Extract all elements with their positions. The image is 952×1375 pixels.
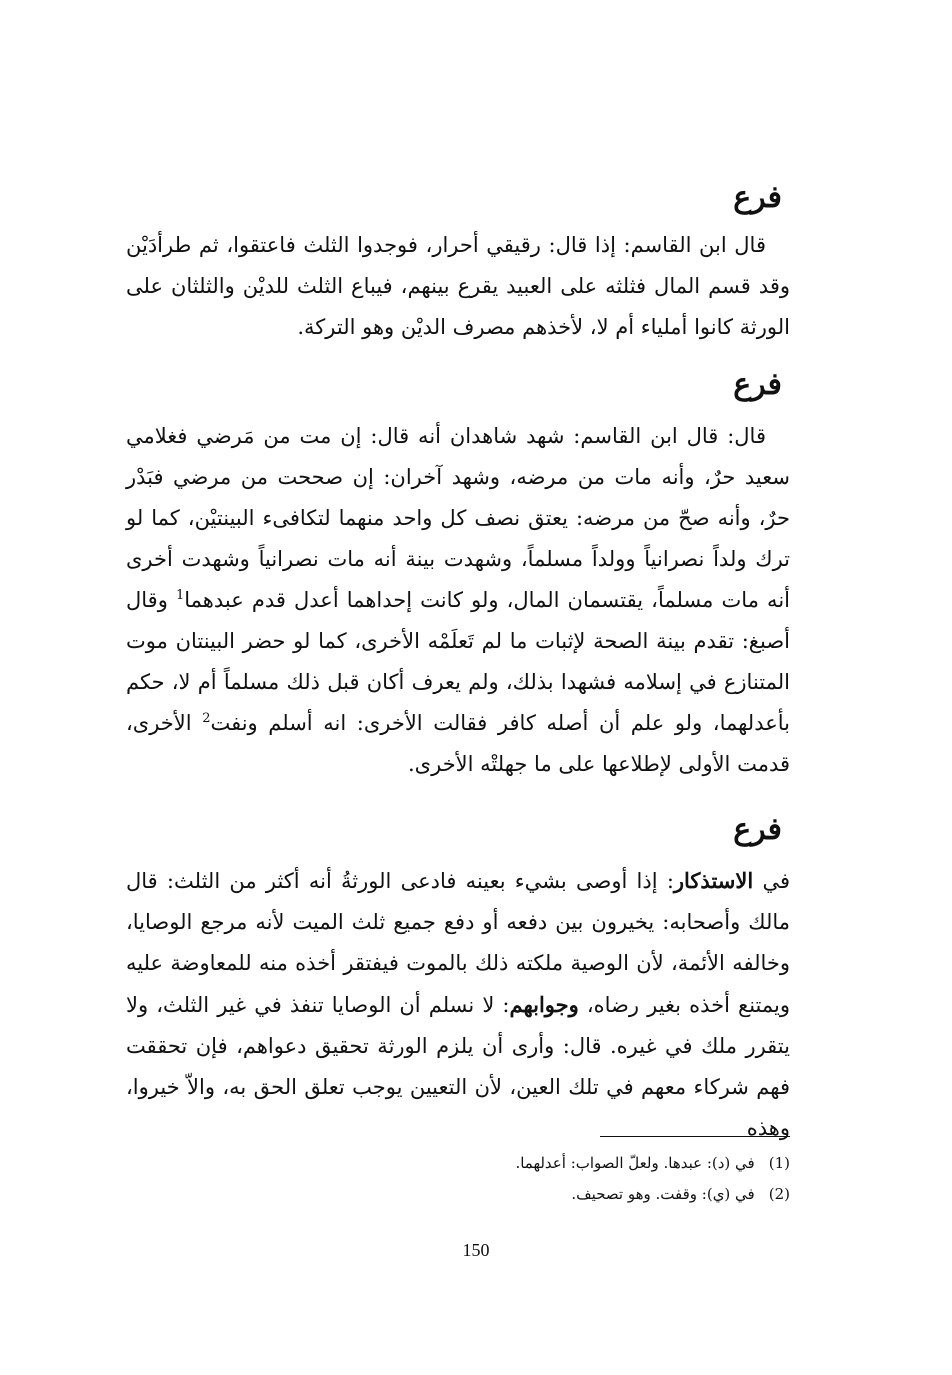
section-2-text-a: قال: قال ابن القاسم: شهد شاهدان أنه قال: إن مت من مَرضي فغلامي سعيد حرٌ، وأنه مات من مرضه، وشهد آخران: إن صححت من مرضي فبَدْر حرٌ، وأنه صحّ من مرضه: يعتق نصف كل واحد منهما لتكافىء البينتيْن، كما لو ترك ولداً نصرانياً وولداً مسلماً، وشهدت بينة أنه مات نصرانياً وشهدت أخرى أنه مات مسلماً، يقتسمان المال، ولو كانت إحداهما أعدل قدم عبدهما [126, 424, 790, 612]
footnote-2 [571, 1184, 790, 1204]
section-2-text-c: الأخرى، قدمت الأولى لإطلاعها على ما جهلتْه الأخرى. [126, 711, 790, 776]
section-3-text-a: : إذا أوصى بشيء بعينه فادعى الورثةُ أنه أكثر من الثلث: قال مالك وأصحابه: يخيرون بين دفعه أو دفع جميع ثلث الميت لأنه مرجع الوصايا، وخالفه الأئمة، لأن الوصية ملكته ذلك بالموت فيفتقر أخذه منه للمعاوضة عليه ويمتنع أخذه بغير رضاه، [126, 869, 790, 1017]
answer-label: وجوابهم [509, 992, 579, 1017]
section-heading-1: فرع [733, 180, 782, 215]
section-heading-3: فرع [733, 812, 782, 847]
footnote-1 [515, 1153, 790, 1173]
footnote-separator [600, 1136, 790, 1137]
section-2-paragraph [126, 416, 790, 785]
section-3-paragraph [126, 860, 790, 1149]
footnote-1-text: في (د): عبدها. ولعلّ الصواب: أعدلهما. [515, 1154, 755, 1172]
section-heading-2: فرع [733, 367, 782, 402]
page-number: 150 [462, 1240, 490, 1260]
footnote-1-number: (1) [768, 1154, 790, 1172]
footnote-2-text: في (ي): وقفت. وهو تصحيف. [571, 1185, 755, 1203]
source-title-istidhkar: الاستذكار [673, 868, 754, 893]
footnote-2-number: (2) [768, 1185, 790, 1203]
section-1-paragraph: قال ابن القاسم: إذا قال: رقيقي أحرار، فوجدوا الثلث فاعتقوا، ثم طرأدَيْن وقد قسم المال فثلثه على العبيد يقرع بينهم، فيباع الثلث للديْن والثلثان على الورثة كانوا أملياء أم لا، لأخذهم مصرف الديْن وهو التركة. [126, 233, 790, 339]
footnote-marker-1: 1 [175, 588, 185, 603]
section-2-text-b: وقال أصبغ: تقدم بينة الصحة لإثبات ما لم تَعلَمْه الأخرى، كما لو حضر البينتان موت المتنازع في إسلامه فشهدا بذلك، ولم يعرف أكان قبل ذلك مسلماً أم لا، حكم بأعدلهما، ولو علم أن أصله كافر فقالت الأخرى: انه أسلم ونفت [126, 588, 790, 735]
section-3-lead: في [753, 869, 790, 893]
section-3-text-b: : لا نسلم أن الوصايا تنفذ في غير الثلث، ولا يتقرر ملك في غيره. قال: وأرى أن يلزم الورثة تحقيق دعواهم، فإن تحققت فهم شركاء معهم في تلك العين، لأن التعيين يوجب تعلق الحق به، والاّ خيروا، وهذه [126, 993, 790, 1140]
footnote-marker-2: 2 [202, 711, 211, 726]
